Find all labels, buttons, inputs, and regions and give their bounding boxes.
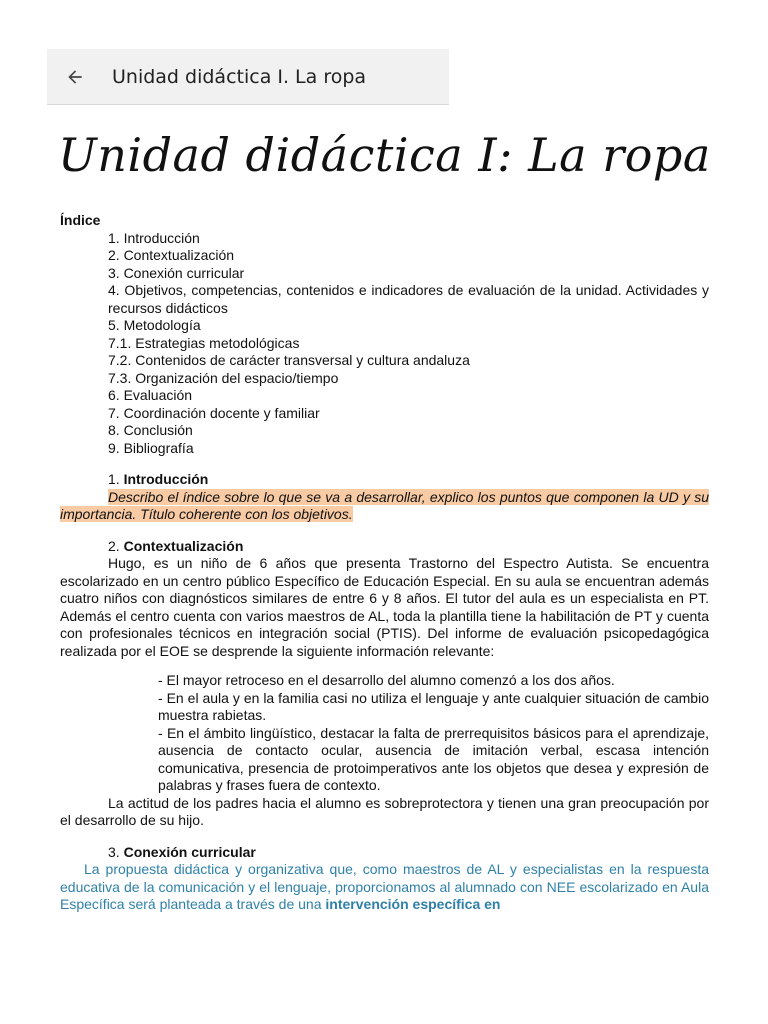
index-item: 2. Contextualización	[108, 247, 235, 263]
section-heading	[60, 538, 709, 556]
section-curricular	[60, 844, 709, 914]
curricular-paragraph	[60, 861, 709, 914]
back-button[interactable]	[63, 65, 87, 89]
index-item: 4. Objetivos, competencias, contenidos e indicadores de evaluación de la unidad. Actividades y recursos didácticos	[108, 282, 709, 316]
section-title: Introducción	[123, 471, 209, 487]
index-item: 7.3. Organización del espacio/tiempo	[108, 369, 339, 386]
section-number: 1.	[108, 471, 120, 487]
intro-paragraph	[60, 489, 709, 524]
section-heading	[60, 844, 709, 862]
section-title: Conexión curricular	[123, 843, 256, 860]
section-contextualization	[60, 538, 709, 830]
topbar-title: Unidad didáctica I. La ropa	[112, 65, 367, 88]
section-title: Contextualización	[123, 537, 244, 554]
curricular-text: La propuesta didáctica y organizativa que, como maestros de AL y especialistas en la respuesta educativa de la comunicación y el lenguaje, proporcionamos al alumnado con NEE escolarizado en Aula Específica será planteada a través de una	[60, 861, 709, 912]
section-introduction	[60, 471, 709, 524]
index-list	[60, 230, 709, 458]
curricular-bold-text: intervención específica en	[325, 896, 501, 912]
index-item: 1. Introducción	[108, 229, 200, 246]
bullet-list	[60, 672, 709, 795]
section-heading	[60, 471, 709, 489]
index-item: 7.2. Contenidos de carácter transversal y cultura andaluza	[108, 352, 470, 368]
section-number: 2.	[108, 537, 120, 554]
context-closing: La actitud de los padres hacia el alumno es sobreprotectora y tienen una gran preocupación por el desarrollo de su hijo.	[60, 794, 709, 828]
document-body	[60, 212, 709, 914]
highlighted-text: Describo el índice sobre lo que se va a desarrollar, explico los puntos que componen la UD y su importancia. Título coherente con los objetivos.	[60, 488, 709, 522]
index-item: 8. Conclusión	[108, 422, 193, 438]
bullet-item: - En el ámbito lingüístico, destacar la falta de prerrequisitos básicos para el aprendizaje, ausencia de contacto ocular, ausencia de imitación verbal, escasa intención comunicativa, presencia de protoimperativos ante los objetos que desea y expresión de palabras y frases fuera de contexto.	[158, 724, 709, 793]
index-item: 6. Evaluación	[108, 387, 193, 403]
document-title: Unidad didáctica I: La ropa	[58, 128, 711, 182]
arrow-left-icon	[65, 67, 85, 87]
index-item: 7. Coordinación docente y familiar	[108, 404, 320, 421]
index-item: 3. Conexión curricular	[108, 264, 245, 281]
context-paragraph: Hugo, es un niño de 6 años que presenta Trastorno del Espectro Autista. Se encuentra escolarizado en un centro público Específico de Educación Especial. En su aula se encuentran además cuatro niños con diagnósticos similares de entre 6 y 8 años. El tutor del aula es un especialista en PT. Además el centro cuenta con varios maestros de AL, toda la plantilla tiene la habilitación de PT y cuenta con profesionales técnicos en integración social (PTIS). Del informe de evaluación psicopedagógica realizada por el EOE se desprende la siguiente información relevante:	[60, 555, 709, 659]
index-item: 5. Metodología	[108, 317, 201, 333]
index-heading: Índice	[60, 212, 101, 228]
section-number: 3.	[108, 843, 120, 860]
bullet-item: - El mayor retroceso en el desarrollo del alumno comenzó a los dos años.	[158, 672, 615, 688]
index-item: 7.1. Estrategias metodológicas	[108, 334, 300, 351]
top-app-bar	[47, 49, 449, 105]
index-item: 9. Bibliografía	[108, 439, 194, 456]
bullet-item: - En el aula y en la familia casi no utiliza el lenguaje y ante cualquier situación de cambio muestra rabietas.	[158, 689, 709, 723]
